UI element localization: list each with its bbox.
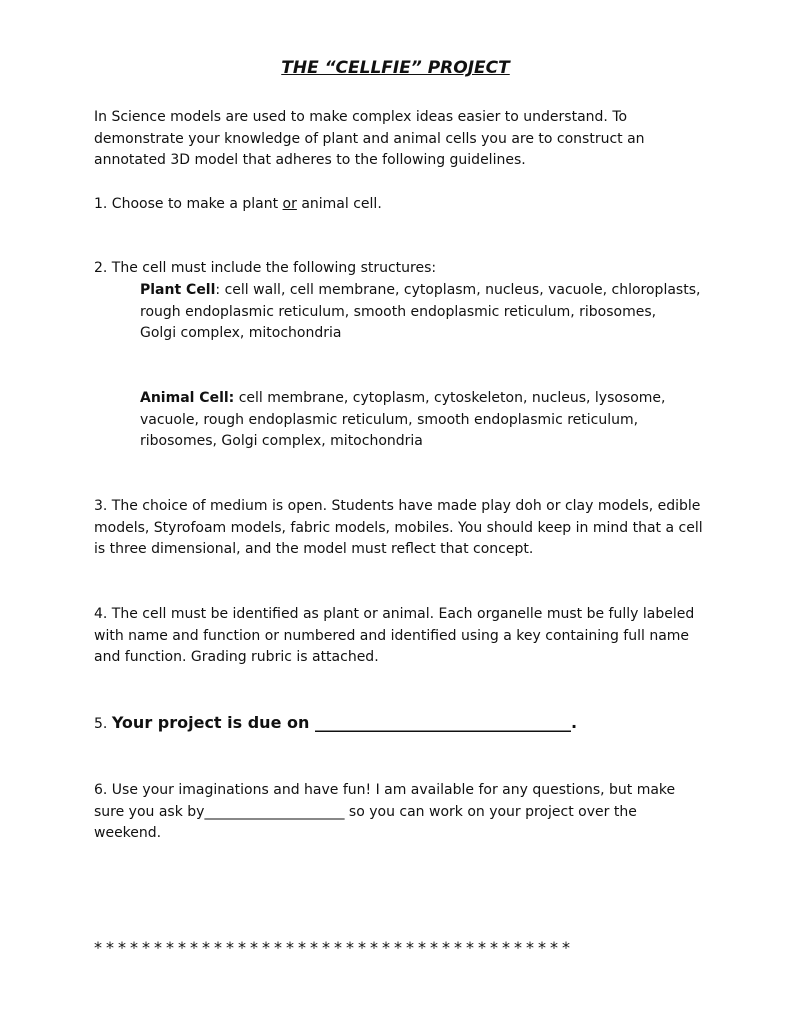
intro-line-2: demonstrate your knowledge of plant and animal cells you are to construct an bbox=[94, 130, 645, 147]
animal-cell-block bbox=[140, 388, 780, 453]
plant-cell-line-1: : cell wall, cell membrane, cytoplasm, nucleus, vacuole, chloroplasts, bbox=[215, 282, 701, 298]
animal-cell-line-2: vacuole, rough endoplasmic reticulum, smooth endoplasmic reticulum, bbox=[140, 411, 639, 428]
item-1-or: or bbox=[282, 196, 297, 212]
item-4-line-3: and function. Grading rubric is attached. bbox=[94, 649, 379, 665]
item-4-line-1: 4. The cell must be identified as plant or animal. Each organelle must be fully labeled bbox=[94, 606, 695, 622]
intro-paragraph bbox=[94, 107, 734, 172]
plant-cell-block bbox=[140, 280, 780, 345]
item-4 bbox=[94, 604, 734, 669]
plant-cell-line-2: rough endoplasmic reticulum, smooth endoplasmic reticulum, ribosomes, bbox=[140, 303, 657, 320]
item-2 bbox=[94, 258, 734, 280]
item-5 bbox=[94, 712, 734, 736]
due-date-line: Your project is due on ________________________________. bbox=[111, 713, 578, 732]
item-6-line-1: 6. Use your imaginations and have fun! I am available for any questions, but make bbox=[94, 782, 676, 798]
intro-line-3: annotated 3D model that adheres to the following guidelines. bbox=[94, 152, 526, 168]
star-divider: **************************************** bbox=[94, 938, 574, 957]
item-6 bbox=[94, 780, 734, 845]
item-2-text: 2. The cell must include the following structures: bbox=[94, 260, 437, 276]
item-3 bbox=[94, 496, 734, 561]
item-5-number: 5. bbox=[94, 716, 112, 732]
item-1-prefix: 1. Choose to make a plant bbox=[94, 196, 283, 212]
item-1 bbox=[94, 194, 734, 216]
item-6-line-3: weekend. bbox=[94, 825, 162, 841]
item-1-suffix: animal cell. bbox=[296, 196, 382, 212]
animal-cell-line-3: ribosomes, Golgi complex, mitochondria bbox=[140, 433, 423, 449]
document-title: THE “CELLFIE” PROJECT bbox=[281, 58, 510, 78]
item-6-line-2: sure you ask by____________________ so you can work on your project over the bbox=[94, 803, 637, 820]
item-3-line-3: is three dimensional, and the model must reflect that concept. bbox=[94, 541, 534, 557]
plant-cell-label: Plant Cell bbox=[140, 282, 216, 298]
item-3-line-1: 3. The choice of medium is open. Students have made play doh or clay models, edible bbox=[94, 498, 701, 514]
plant-cell-line-3: Golgi complex, mitochondria bbox=[140, 325, 342, 341]
animal-cell-line-1: cell membrane, cytoplasm, cytoskeleton, nucleus, lysosome, bbox=[234, 390, 666, 406]
intro-line-1: In Science models are used to make complex ideas easier to understand. To bbox=[94, 109, 628, 125]
item-3-line-2: models, Styrofoam models, fabric models, mobiles. You should keep in mind that a cell bbox=[94, 519, 703, 536]
animal-cell-label: Animal Cell: bbox=[140, 390, 235, 406]
item-4-line-2: with name and function or numbered and identified using a key containing full name bbox=[94, 627, 690, 644]
